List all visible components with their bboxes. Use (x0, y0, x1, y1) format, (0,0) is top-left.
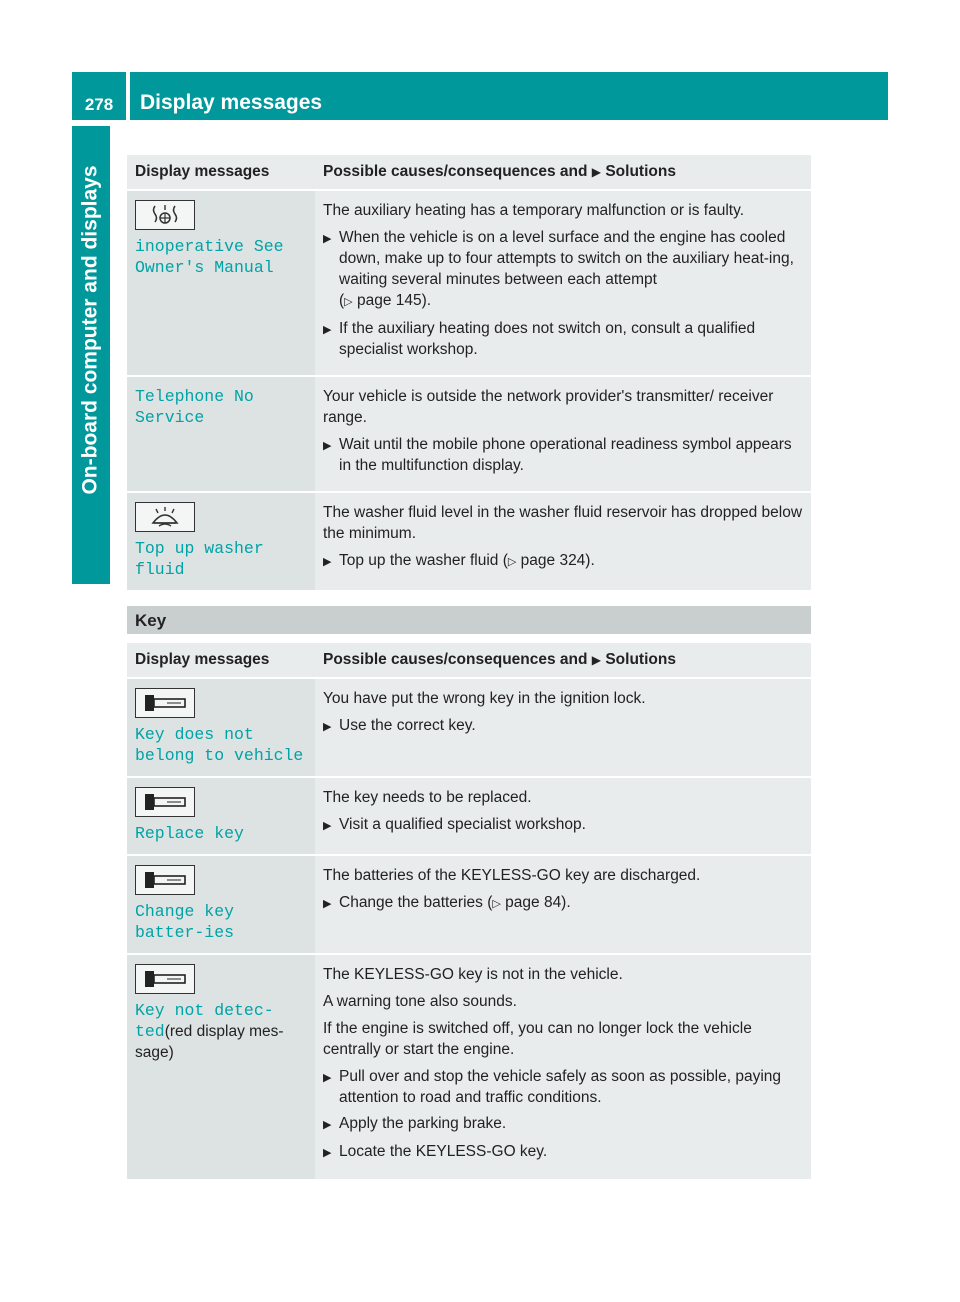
message-text: Key does not belong to vehicle (135, 725, 304, 765)
cause-text: The washer fluid level in the washer fluid reservoir has dropped below the minimum. (323, 504, 803, 542)
solution-step: ▶ Apply the parking brake. (323, 1113, 803, 1136)
page-ref-icon: ▷ (344, 296, 353, 308)
side-tab-label-wrap (72, 126, 110, 534)
column-header-solutions: Possible causes/consequences and ▶ Solutions (315, 643, 811, 678)
display-messages-table (127, 155, 811, 592)
message-text: Replace key (135, 824, 244, 843)
cause-text: The key needs to be replaced. (323, 789, 532, 806)
aux-heating-icon (135, 200, 195, 230)
step-arrow-icon: ▶ (323, 898, 332, 910)
table-row (127, 855, 811, 954)
key-icon (135, 865, 195, 895)
key-icon (135, 964, 195, 994)
step-arrow-icon: ▶ (323, 1147, 332, 1159)
table-row (127, 954, 811, 1180)
solution-step: ▶ When the vehicle is on a level surface and the engine has cooled down, make up to four attempts to switch on the auxiliary heat-ing, waiting several minutes between each attempt (▷ page 145). (323, 227, 803, 313)
key-icon (135, 688, 195, 718)
cause-text: Your vehicle is outside the network provider's transmitter/ receiver range. (323, 388, 774, 426)
cause-text: You have put the wrong key in the ignition lock. (323, 690, 646, 707)
step-arrow-icon: ▶ (323, 1119, 332, 1131)
step-arrow-icon: ▶ (323, 440, 332, 452)
cause-text: A warning tone also sounds. (323, 993, 517, 1010)
play-arrow-icon: ▶ (591, 165, 602, 179)
message-text: Top up washer fluid (135, 539, 264, 579)
column-header-messages: Display messages (127, 155, 315, 190)
message-text: Telephone No Service (135, 387, 254, 427)
key-icon (135, 787, 195, 817)
cause-text: The batteries of the KEYLESS-GO key are discharged. (323, 867, 701, 884)
solution-step: ▶ Locate the KEYLESS-GO key. (323, 1141, 803, 1164)
page-ref: page 84). (505, 894, 571, 911)
page-ref-icon: ▷ (492, 898, 501, 910)
solution-step: ▶ Pull over and stop the vehicle safely as soon as possible, paying attention to road and traffic conditions. (323, 1068, 782, 1106)
message-text: Key not detec-ted (135, 1001, 274, 1041)
play-arrow-icon: ▶ (591, 653, 602, 667)
solution-step: ▶ Change the batteries (▷ page 84). (323, 892, 803, 915)
side-tab-label: On-board computer and displays (79, 165, 102, 495)
table-row (127, 678, 811, 777)
table-header-row (127, 643, 811, 678)
page-title: Display messages (140, 91, 323, 114)
page-ref: page 145). (356, 292, 432, 309)
table-row (127, 492, 811, 591)
column-header-messages: Display messages (127, 643, 315, 678)
message-note: (red display mes-sage) (135, 1023, 284, 1061)
step-arrow-icon: ▶ (323, 820, 332, 832)
header-separator (126, 72, 130, 120)
solution-step: ▶ Top up the washer fluid (▷ page 324). (323, 550, 803, 573)
step-arrow-icon: ▶ (323, 1072, 332, 1084)
table-row (127, 777, 811, 855)
step-arrow-icon: ▶ (323, 556, 332, 568)
cause-text: If the engine is switched off, you can no longer lock the vehicle centrally or start the engine. (323, 1020, 752, 1058)
column-header-solutions: Possible causes/consequences and ▶ Solutions (315, 155, 811, 190)
solution-step: ▶ If the auxiliary heating does not switch on, consult a qualified specialist workshop. (323, 320, 756, 358)
message-text: Change key batter-ies (135, 902, 235, 942)
solution-step: ▶ Use the correct key. (323, 715, 803, 738)
table-header-row (127, 155, 811, 190)
page-ref: page 324). (520, 552, 595, 569)
key-messages-table (127, 643, 811, 1181)
message-text: inoperative See Owner's Manual (135, 237, 284, 277)
cause-text: The KEYLESS-GO key is not in the vehicle. (323, 966, 623, 983)
solution-step: ▶ Wait until the mobile phone operational readiness symbol appears in the multifunction display. (323, 436, 792, 474)
page-number: 278 (84, 95, 114, 114)
page-ref-icon: ▷ (507, 556, 517, 568)
step-arrow-icon: ▶ (323, 324, 332, 336)
solution-step: ▶ Visit a qualified specialist workshop. (323, 814, 803, 837)
side-tab-end (72, 534, 110, 584)
step-arrow-icon: ▶ (323, 233, 332, 245)
table-row (127, 190, 811, 376)
step-arrow-icon: ▶ (323, 721, 332, 733)
washer-fluid-icon (135, 502, 195, 532)
cause-text: The auxiliary heating has a temporary malfunction or is faulty. (323, 202, 744, 219)
page-header (72, 72, 888, 120)
table-row (127, 376, 811, 492)
section-heading-key: Key (127, 606, 811, 634)
